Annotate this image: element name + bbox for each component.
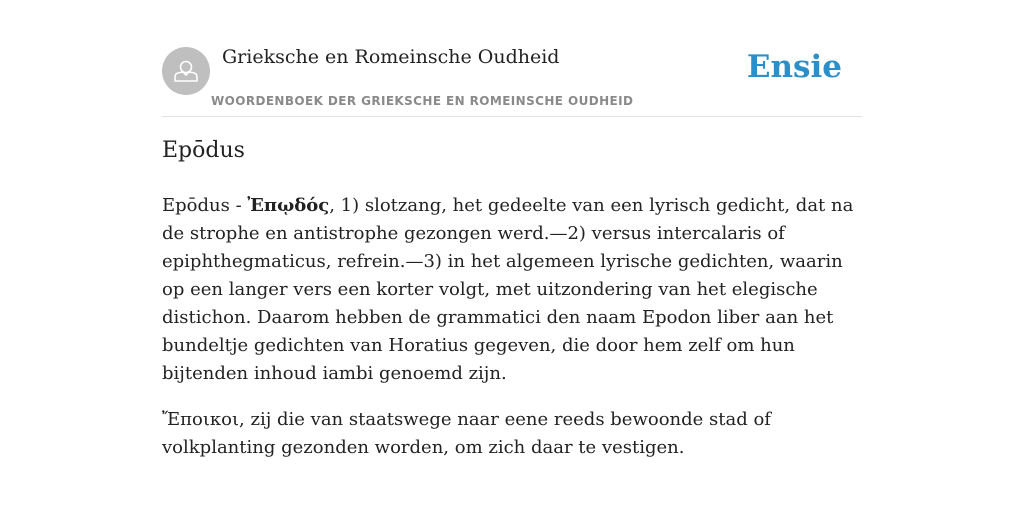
- entry-separator: -: [229, 195, 248, 216]
- entry-paragraph-secondary: Ἔποικοι, zij die van staatswege naar eene reeds bewoonde stad of volkplanting gezonden worden, om zich daar te vestigen.: [162, 409, 771, 458]
- header: [162, 40, 862, 117]
- entry-paragraph: [162, 192, 866, 388]
- dictionary-subtitle: WOORDENBOEK DER GRIEKSCHE EN ROMEINSCHE OUDHEID: [211, 94, 634, 108]
- ensie-logo-link[interactable]: Ensie: [746, 49, 842, 85]
- entry-definition: , 1) slotzang, het gedeelte van een lyrisch gedicht, dat na de strophe en antistrophe gezongen werd.—2) versus intercalaris of epiphthegmaticus, refrein.—3) in het algemeen lyrische gedichten, waarin op een langer vers een korter volgt, met uitzondering van het elegische distichon. Daarom hebben de grammatici den naam Epodon liber aan het bundeltje gedichten van Horatius gegeven, die door hem zelf om hun bijtenden inhoud iambi genoemd zijn.: [162, 195, 854, 384]
- avatar[interactable]: [162, 47, 210, 95]
- dictionary-title-link[interactable]: Grieksche en Romeinsche Oudheid: [222, 46, 560, 68]
- entry-term: Epōdus: [162, 195, 230, 216]
- entry-title: Epōdus: [162, 138, 245, 163]
- entry-greek-term: Ἐπῳδός: [247, 195, 330, 216]
- entry-body: [162, 192, 866, 480]
- user-icon: [162, 47, 210, 95]
